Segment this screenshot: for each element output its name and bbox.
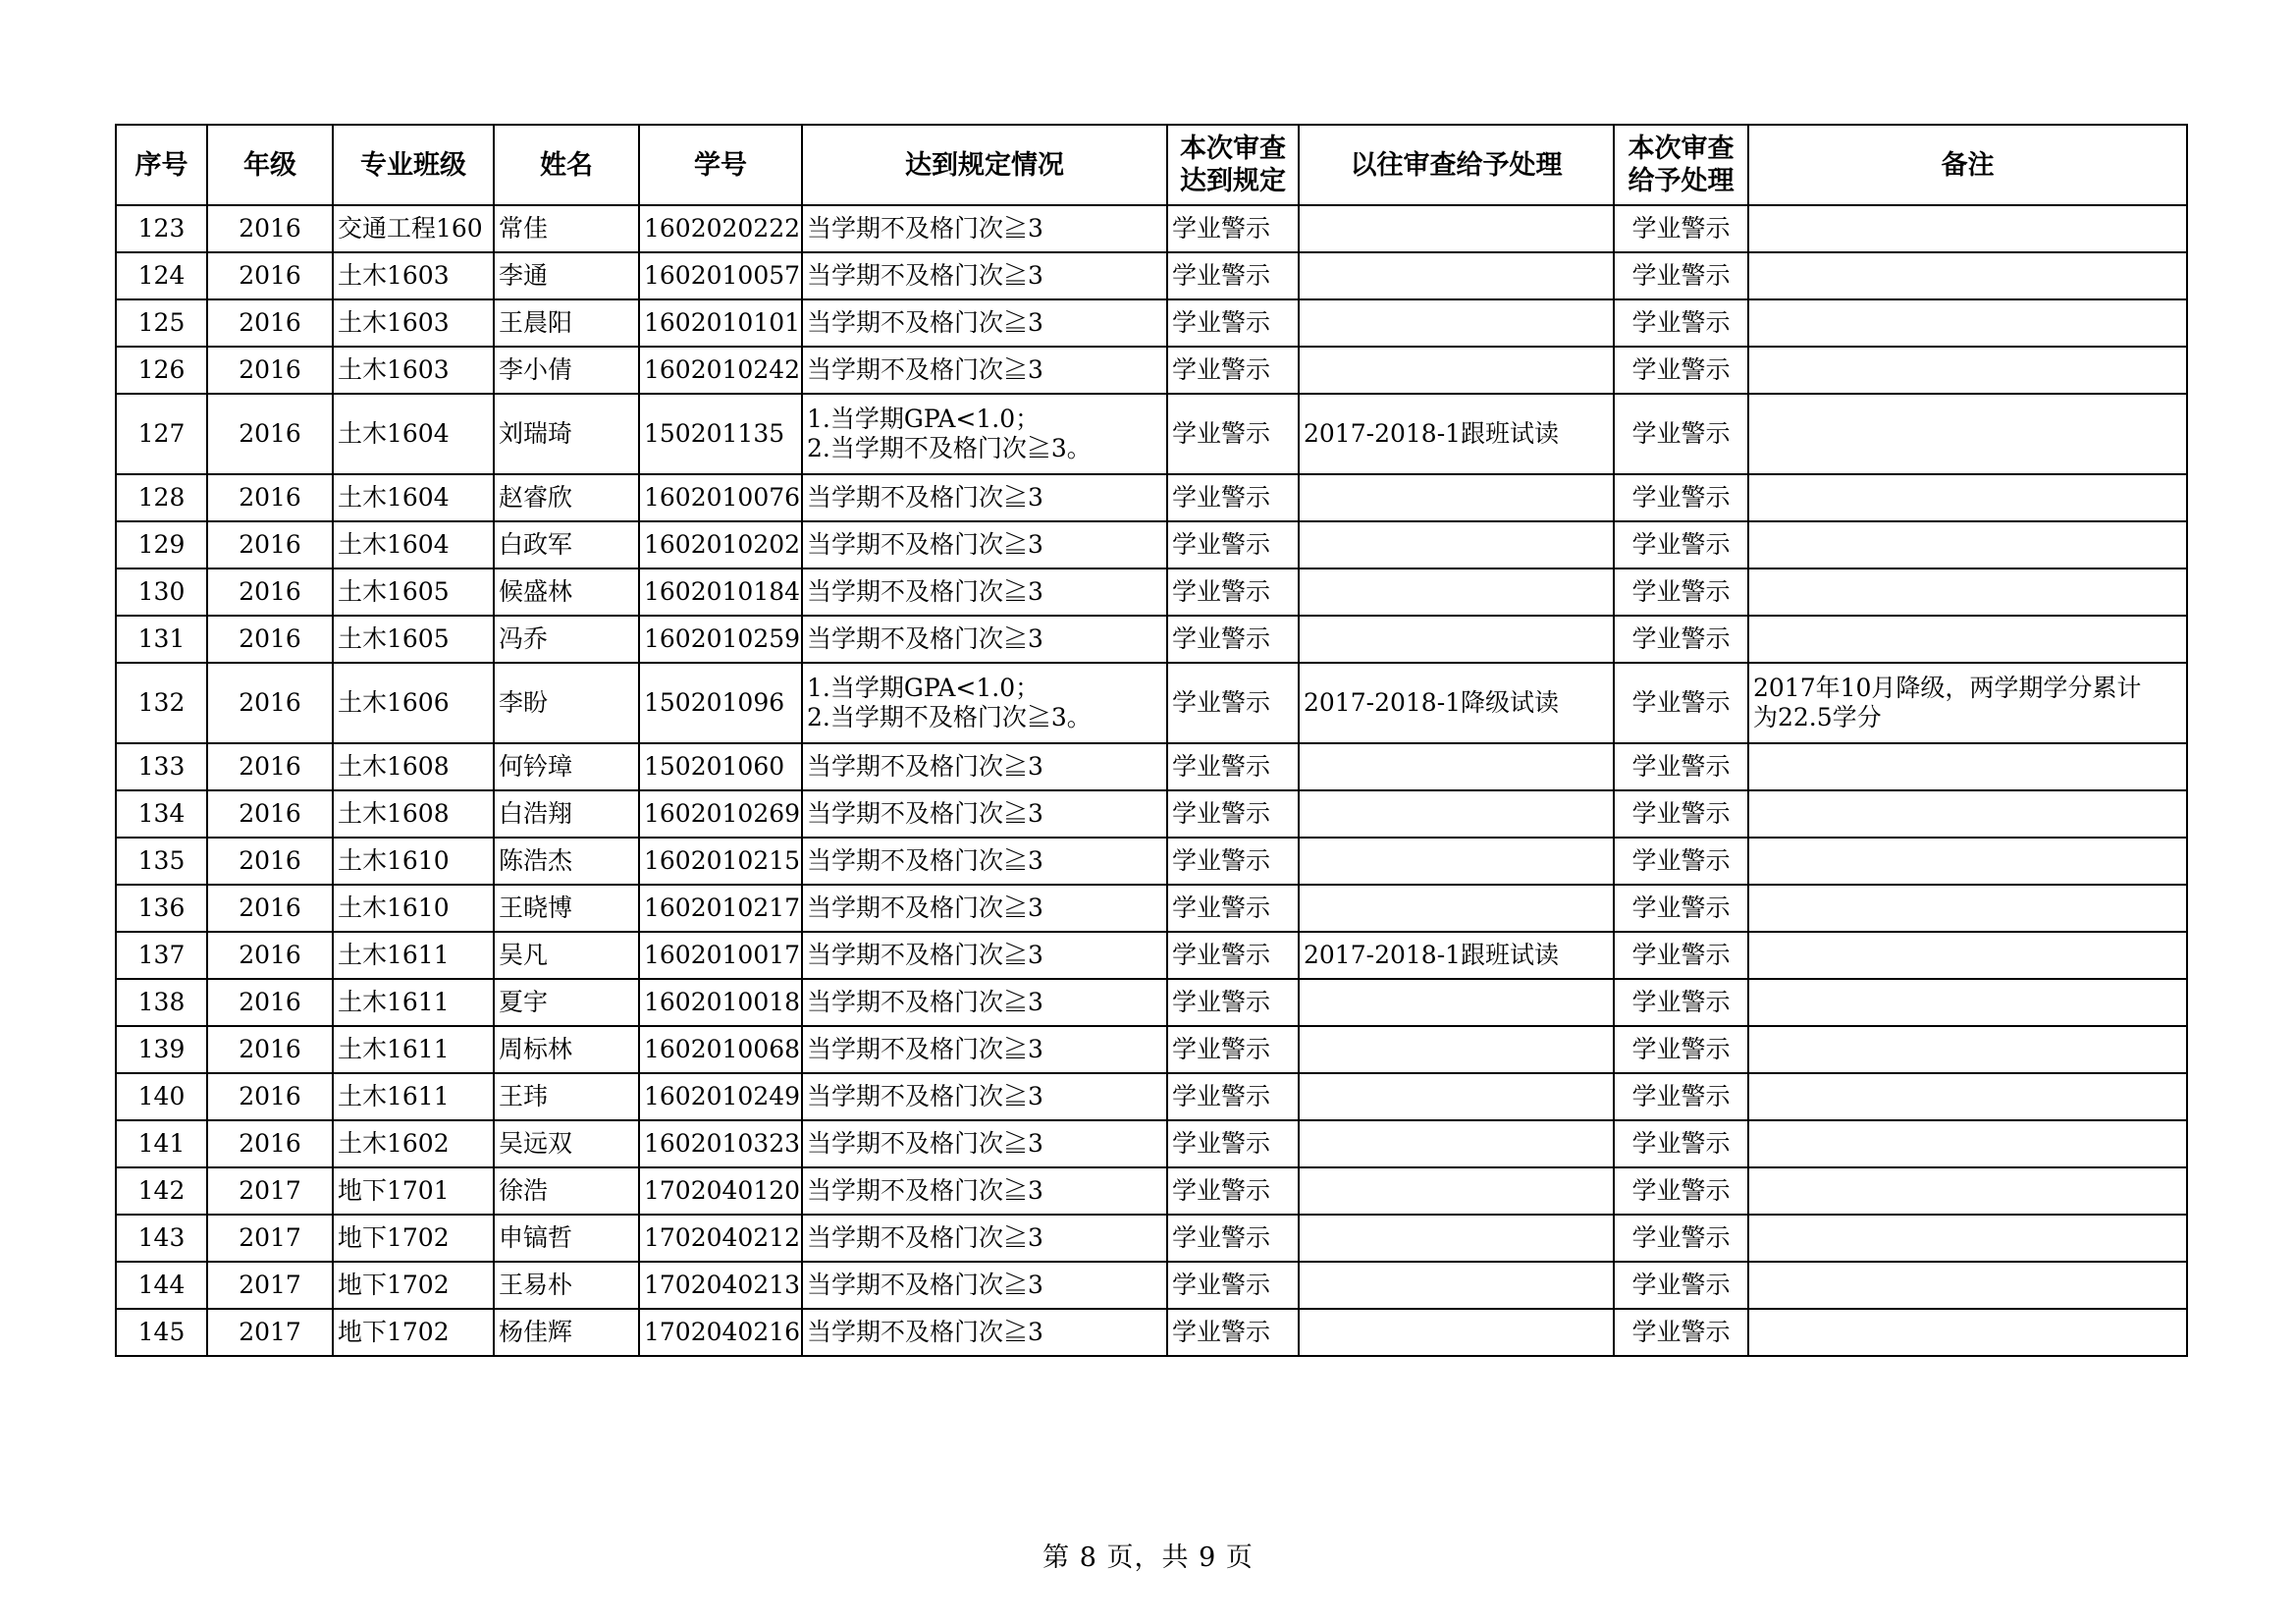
cell-current-review: 学业警示 [1167,885,1299,932]
table-row [116,299,2187,347]
cell-condition [802,743,1167,790]
cell-current-review: 学业警示 [1167,205,1299,252]
cell-remarks [1748,838,2187,885]
cell-current-review: 学业警示 [1167,252,1299,299]
cell-condition [802,790,1167,838]
cell-major-class: 土木1603 [333,347,494,394]
cell-previous-action [1299,521,1614,568]
cell-remarks [1748,252,2187,299]
cell-condition-line: 1.当学期GPA<1.0； [807,674,1041,702]
cell-condition-line: 当学期不及格门次≧3 [807,988,1043,1016]
cell-major-class: 土木1604 [333,394,494,474]
cell-condition-line: 当学期不及格门次≧3 [807,799,1043,828]
cell-student-id: 1602010076 [639,474,802,521]
cell-major-class: 土木1610 [333,885,494,932]
cell-seq: 130 [116,568,207,616]
cell-seq: 132 [116,663,207,743]
cell-current-review: 学业警示 [1167,743,1299,790]
cell-current-action: 学业警示 [1614,1215,1748,1262]
cell-student-id: 1602010202 [639,521,802,568]
cell-current-review: 学业警示 [1167,1167,1299,1215]
cell-current-action: 学业警示 [1614,1262,1748,1309]
cell-seq: 125 [116,299,207,347]
cell-name: 候盛林 [494,568,639,616]
cell-previous-action [1299,568,1614,616]
header-current-action-line-2: 给予处理 [1628,166,1735,196]
cell-current-action: 学业警示 [1614,521,1748,568]
header-condition: 达到规定情况 [802,125,1167,205]
cell-student-id: 1602010101 [639,299,802,347]
student-review-table [115,124,2188,1357]
cell-previous-action [1299,838,1614,885]
cell-condition-line: 当学期不及格门次≧3 [807,893,1043,922]
cell-major-class: 地下1702 [333,1309,494,1356]
cell-name: 周标林 [494,1026,639,1073]
cell-grade: 2016 [207,205,333,252]
cell-grade: 2016 [207,347,333,394]
table-body [116,205,2187,1356]
header-student-id: 学号 [639,125,802,205]
cell-seq: 133 [116,743,207,790]
cell-student-id: 1702040212 [639,1215,802,1262]
cell-grade: 2017 [207,1167,333,1215]
header-current-review-line-1: 本次审查 [1180,134,1286,164]
cell-name: 吴远双 [494,1120,639,1167]
cell-current-review: 学业警示 [1167,347,1299,394]
cell-previous-action [1299,885,1614,932]
cell-current-action: 学业警示 [1614,663,1748,743]
table-row [116,1026,2187,1073]
cell-remarks [1748,1309,2187,1356]
cell-name: 王晓博 [494,885,639,932]
cell-grade: 2016 [207,299,333,347]
cell-major-class: 土木1608 [333,790,494,838]
cell-grade: 2016 [207,743,333,790]
cell-seq: 127 [116,394,207,474]
cell-current-action: 学业警示 [1614,299,1748,347]
cell-current-review: 学业警示 [1167,979,1299,1026]
cell-previous-action [1299,474,1614,521]
header-seq: 序号 [116,125,207,205]
cell-major-class: 土木1608 [333,743,494,790]
cell-current-action: 学业警示 [1614,1073,1748,1120]
cell-condition [802,568,1167,616]
cell-current-action: 学业警示 [1614,885,1748,932]
cell-student-id: 1602020222 [639,205,802,252]
cell-previous-action [1299,299,1614,347]
cell-remarks [1748,568,2187,616]
cell-previous-action: 2017-2018-1降级试读 [1299,663,1614,743]
cell-student-id: 1602010215 [639,838,802,885]
cell-previous-action [1299,252,1614,299]
cell-remarks [1748,205,2187,252]
cell-condition-line: 1.当学期GPA<1.0； [807,405,1041,433]
cell-grade: 2016 [207,616,333,663]
cell-name: 陈浩杰 [494,838,639,885]
cell-name: 王玮 [494,1073,639,1120]
cell-current-action: 学业警示 [1614,205,1748,252]
cell-condition [802,1120,1167,1167]
cell-condition [802,663,1167,743]
header-remarks: 备注 [1748,125,2187,205]
cell-name: 何钤璋 [494,743,639,790]
table-row [116,616,2187,663]
cell-grade: 2017 [207,1262,333,1309]
header-current-action [1614,125,1748,205]
table-row [116,474,2187,521]
cell-grade: 2016 [207,1026,333,1073]
cell-condition [802,979,1167,1026]
cell-previous-action [1299,790,1614,838]
table-row [116,1309,2187,1356]
cell-major-class: 交通工程160 [333,205,494,252]
cell-condition-line: 当学期不及格门次≧3 [807,214,1043,243]
cell-current-action: 学业警示 [1614,568,1748,616]
cell-previous-action [1299,1262,1614,1309]
cell-condition-line: 当学期不及格门次≧3 [807,530,1043,559]
cell-current-action: 学业警示 [1614,347,1748,394]
cell-major-class: 土木1604 [333,474,494,521]
cell-previous-action [1299,205,1614,252]
cell-grade: 2016 [207,521,333,568]
cell-remarks [1748,743,2187,790]
table-row [116,568,2187,616]
cell-condition [802,521,1167,568]
cell-condition [802,885,1167,932]
table-row [116,932,2187,979]
cell-grade: 2016 [207,394,333,474]
cell-condition [802,205,1167,252]
table-row [116,1262,2187,1309]
cell-grade: 2016 [207,979,333,1026]
cell-previous-action [1299,743,1614,790]
cell-remarks [1748,347,2187,394]
cell-seq: 139 [116,1026,207,1073]
header-grade: 年级 [207,125,333,205]
table-row [116,838,2187,885]
cell-name: 李小倩 [494,347,639,394]
header-name: 姓名 [494,125,639,205]
cell-grade: 2016 [207,932,333,979]
cell-remarks [1748,663,2187,743]
cell-student-id: 1602010242 [639,347,802,394]
cell-student-id: 1602010184 [639,568,802,616]
cell-condition-line: 当学期不及格门次≧3 [807,1176,1043,1205]
cell-seq: 123 [116,205,207,252]
cell-name: 夏宇 [494,979,639,1026]
table-row [116,347,2187,394]
cell-seq: 126 [116,347,207,394]
cell-student-id: 1602010068 [639,1026,802,1073]
cell-name: 申镐哲 [494,1215,639,1262]
cell-current-action: 学业警示 [1614,1167,1748,1215]
cell-current-review: 学业警示 [1167,474,1299,521]
cell-grade: 2016 [207,1120,333,1167]
cell-current-action: 学业警示 [1614,743,1748,790]
cell-condition-line: 当学期不及格门次≧3 [807,1318,1043,1346]
cell-student-id: 1602010017 [639,932,802,979]
cell-student-id: 1702040213 [639,1262,802,1309]
cell-name: 李通 [494,252,639,299]
cell-condition-line: 当学期不及格门次≧3 [807,1129,1043,1158]
cell-current-action: 学业警示 [1614,932,1748,979]
cell-major-class: 土木1610 [333,838,494,885]
cell-previous-action [1299,1309,1614,1356]
cell-name: 李盼 [494,663,639,743]
cell-condition [802,1026,1167,1073]
cell-student-id: 1602010018 [639,979,802,1026]
cell-student-id: 150201096 [639,663,802,743]
cell-major-class: 土木1603 [333,299,494,347]
cell-current-action: 学业警示 [1614,616,1748,663]
cell-condition [802,299,1167,347]
cell-current-review: 学业警示 [1167,663,1299,743]
cell-name: 杨佳辉 [494,1309,639,1356]
cell-seq: 128 [116,474,207,521]
cell-condition-line: 当学期不及格门次≧3 [807,1082,1043,1110]
header-major-class: 专业班级 [333,125,494,205]
cell-student-id: 150201135 [639,394,802,474]
cell-condition-line: 当学期不及格门次≧3 [807,1035,1043,1063]
cell-major-class: 地下1701 [333,1167,494,1215]
cell-name: 白政军 [494,521,639,568]
cell-remarks [1748,790,2187,838]
cell-grade: 2016 [207,885,333,932]
cell-student-id: 1602010269 [639,790,802,838]
cell-current-action: 学业警示 [1614,790,1748,838]
cell-remarks [1748,616,2187,663]
cell-name: 徐浩 [494,1167,639,1215]
cell-major-class: 土木1604 [333,521,494,568]
cell-remarks [1748,885,2187,932]
cell-current-action: 学业警示 [1614,474,1748,521]
cell-current-review: 学业警示 [1167,838,1299,885]
cell-current-review: 学业警示 [1167,1262,1299,1309]
table-row [116,743,2187,790]
cell-remarks-line: 2017年10月降级，两学期学分累计 [1753,674,2142,702]
cell-grade: 2016 [207,568,333,616]
cell-student-id: 1602010259 [639,616,802,663]
cell-previous-action [1299,1026,1614,1073]
table-row [116,1073,2187,1120]
cell-student-id: 1702040216 [639,1309,802,1356]
cell-remarks [1748,1262,2187,1309]
cell-condition [802,838,1167,885]
page-number-footer: 第 8 页，共 9 页 [1042,1543,1254,1573]
cell-grade: 2016 [207,1073,333,1120]
cell-condition-line: 当学期不及格门次≧3 [807,846,1043,875]
cell-grade: 2016 [207,474,333,521]
cell-grade: 2017 [207,1215,333,1262]
table-row [116,1120,2187,1167]
cell-seq: 145 [116,1309,207,1356]
cell-remarks [1748,932,2187,979]
cell-current-action: 学业警示 [1614,1120,1748,1167]
cell-current-action: 学业警示 [1614,979,1748,1026]
table-row [116,885,2187,932]
cell-current-review: 学业警示 [1167,568,1299,616]
cell-grade: 2016 [207,838,333,885]
header-current-action-line-1: 本次审查 [1628,134,1735,164]
cell-seq: 135 [116,838,207,885]
cell-remarks [1748,299,2187,347]
cell-previous-action [1299,1073,1614,1120]
cell-remarks [1748,1167,2187,1215]
table-row [116,979,2187,1026]
cell-name: 刘瑞琦 [494,394,639,474]
cell-grade: 2016 [207,252,333,299]
cell-current-action: 学业警示 [1614,1026,1748,1073]
cell-major-class: 地下1702 [333,1262,494,1309]
cell-major-class: 土木1611 [333,932,494,979]
cell-previous-action: 2017-2018-1跟班试读 [1299,394,1614,474]
cell-condition-line: 当学期不及格门次≧3 [807,577,1043,606]
cell-current-review: 学业警示 [1167,1073,1299,1120]
header-current-review-line-2: 达到规定 [1180,166,1286,196]
cell-remarks [1748,521,2187,568]
table-row [116,1167,2187,1215]
cell-previous-action: 2017-2018-1跟班试读 [1299,932,1614,979]
cell-seq: 138 [116,979,207,1026]
cell-previous-action [1299,347,1614,394]
cell-condition-line: 2.当学期不及格门次≧3。 [807,703,1092,731]
cell-student-id: 150201060 [639,743,802,790]
cell-seq: 136 [116,885,207,932]
cell-current-review: 学业警示 [1167,521,1299,568]
cell-seq: 143 [116,1215,207,1262]
cell-student-id: 1702040120 [639,1167,802,1215]
table-row [116,790,2187,838]
cell-seq: 144 [116,1262,207,1309]
cell-current-review: 学业警示 [1167,616,1299,663]
cell-remarks-line: 为22.5学分 [1753,703,1882,731]
cell-seq: 137 [116,932,207,979]
cell-previous-action [1299,1167,1614,1215]
cell-current-action: 学业警示 [1614,1309,1748,1356]
cell-student-id: 1602010249 [639,1073,802,1120]
cell-current-action: 学业警示 [1614,394,1748,474]
cell-name: 冯乔 [494,616,639,663]
cell-previous-action [1299,616,1614,663]
cell-condition [802,347,1167,394]
cell-remarks [1748,394,2187,474]
cell-remarks [1748,1073,2187,1120]
cell-condition [802,932,1167,979]
cell-remarks [1748,474,2187,521]
cell-condition-line: 当学期不及格门次≧3 [807,355,1043,384]
table-row [116,394,2187,474]
cell-name: 赵睿欣 [494,474,639,521]
cell-major-class: 土木1602 [333,1120,494,1167]
cell-condition-line: 当学期不及格门次≧3 [807,752,1043,781]
cell-seq: 140 [116,1073,207,1120]
cell-condition [802,394,1167,474]
table-row [116,521,2187,568]
cell-condition-line: 当学期不及格门次≧3 [807,261,1043,290]
cell-condition-line: 2.当学期不及格门次≧3。 [807,434,1092,462]
cell-name: 常佳 [494,205,639,252]
cell-current-review: 学业警示 [1167,394,1299,474]
table-row [116,1215,2187,1262]
cell-name: 王晨阳 [494,299,639,347]
header-current-review [1167,125,1299,205]
cell-condition [802,252,1167,299]
cell-current-action: 学业警示 [1614,838,1748,885]
cell-remarks [1748,1026,2187,1073]
cell-condition-line: 当学期不及格门次≧3 [807,483,1043,512]
cell-seq: 124 [116,252,207,299]
cell-major-class: 土木1611 [333,979,494,1026]
cell-seq: 129 [116,521,207,568]
cell-condition [802,616,1167,663]
cell-student-id: 1602010057 [639,252,802,299]
cell-previous-action [1299,1215,1614,1262]
cell-major-class: 土木1611 [333,1026,494,1073]
cell-major-class: 土木1605 [333,616,494,663]
cell-condition [802,1073,1167,1120]
cell-name: 吴凡 [494,932,639,979]
cell-remarks [1748,979,2187,1026]
table-row [116,663,2187,743]
table-row [116,205,2187,252]
cell-name: 王易朴 [494,1262,639,1309]
cell-previous-action [1299,1120,1614,1167]
table-row [116,252,2187,299]
cell-grade: 2016 [207,790,333,838]
cell-current-review: 学业警示 [1167,299,1299,347]
cell-condition [802,1167,1167,1215]
cell-current-review: 学业警示 [1167,932,1299,979]
cell-condition-line: 当学期不及格门次≧3 [807,308,1043,337]
cell-remarks [1748,1215,2187,1262]
cell-condition-line: 当学期不及格门次≧3 [807,1223,1043,1252]
table-header-row [116,125,2187,205]
cell-seq: 141 [116,1120,207,1167]
cell-current-review: 学业警示 [1167,1215,1299,1262]
cell-current-review: 学业警示 [1167,1309,1299,1356]
cell-condition [802,1215,1167,1262]
cell-major-class: 土木1603 [333,252,494,299]
cell-current-action: 学业警示 [1614,252,1748,299]
cell-grade: 2017 [207,1309,333,1356]
cell-seq: 142 [116,1167,207,1215]
cell-student-id: 1602010323 [639,1120,802,1167]
cell-previous-action [1299,979,1614,1026]
cell-current-review: 学业警示 [1167,790,1299,838]
cell-condition [802,474,1167,521]
cell-current-review: 学业警示 [1167,1120,1299,1167]
cell-condition-line: 当学期不及格门次≧3 [807,941,1043,969]
cell-major-class: 土木1605 [333,568,494,616]
cell-condition-line: 当学期不及格门次≧3 [807,1271,1043,1299]
cell-condition-line: 当学期不及格门次≧3 [807,624,1043,653]
cell-seq: 131 [116,616,207,663]
cell-current-review: 学业警示 [1167,1026,1299,1073]
cell-major-class: 土木1611 [333,1073,494,1120]
cell-seq: 134 [116,790,207,838]
cell-name: 白浩翔 [494,790,639,838]
cell-student-id: 1602010217 [639,885,802,932]
cell-major-class: 地下1702 [333,1215,494,1262]
cell-remarks [1748,1120,2187,1167]
cell-condition [802,1262,1167,1309]
cell-condition [802,1309,1167,1356]
cell-grade: 2016 [207,663,333,743]
header-previous-action: 以往审查给予处理 [1299,125,1614,205]
cell-major-class: 土木1606 [333,663,494,743]
